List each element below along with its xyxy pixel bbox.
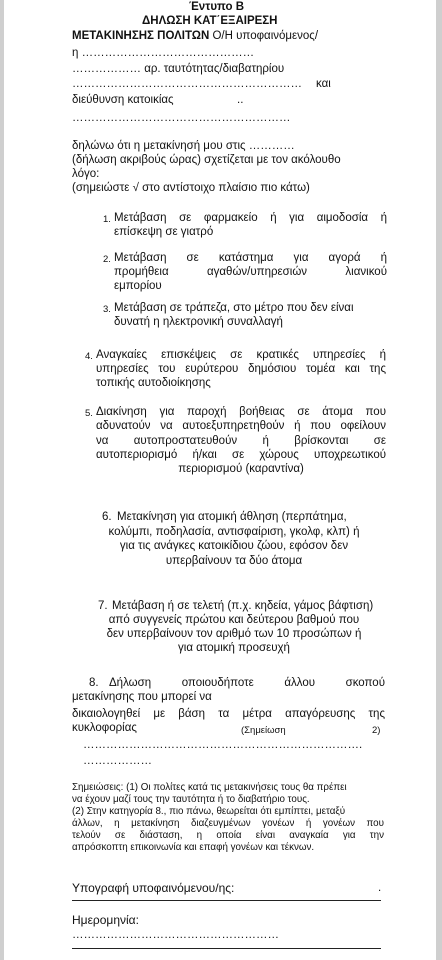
- reason-8-num: 8.: [89, 677, 99, 689]
- subtitle-rest: Ο/Η υποφαινόμενος/: [209, 30, 319, 42]
- reason-8-note-label: (Σημείωση: [241, 725, 286, 736]
- declare-line-2: (δήλωση ακριβούς ώρας) σχετίζεται με τον ακόλουθο: [72, 154, 341, 166]
- reason-5-line-4: αυτοπεριορισμό ή/και σε χώρους υποχρεωτικού: [96, 449, 386, 461]
- address-dots: ..: [237, 94, 244, 106]
- reason-6-line-4: υπερβαίνουν τα δύο άτομα: [165, 555, 303, 567]
- blank-dots: …………………………………………………: [72, 112, 291, 124]
- reason-6-line-2: κολύμπι, ποδηλασία, αντισφαίριση, γκολφ, κλπ) ή: [108, 526, 360, 538]
- reason-4-line-3: τοπικής αυτοδιοίκησης: [96, 377, 211, 389]
- reason-2-line-3: εμπορίου: [114, 280, 162, 292]
- date-label: Ημερομηνία:: [72, 913, 139, 927]
- reason-4-line-1: Αναγκαίες επισκέψεις σε κρατικές υπηρεσίες ή: [96, 349, 386, 361]
- page-border-right: [436, 0, 442, 960]
- id-dots: ……………………………………………………: [72, 78, 302, 90]
- reason-6-num: 6.: [102, 511, 112, 523]
- date-line: [72, 948, 381, 949]
- reason-1-line-2: επίσκεψη σε γιατρό: [114, 226, 214, 238]
- reason-2-line-2: προμήθεια αγαθών/υπηρεσιών λιανικού: [114, 266, 387, 278]
- reason-8-line-2: μετακίνησης που μπορεί να: [72, 691, 212, 703]
- note-2-line-4: απρόσκοπτη επικοινωνία και επαφή γονέων και τέκνων.: [72, 842, 315, 853]
- reason-4-line-2: υπηρεσίες του ευρύτερου δημόσιου τομέα και της: [96, 363, 386, 375]
- reason-7-line-2: από συγγενείς πρώτου και δεύτερου βαθμού που: [108, 614, 360, 626]
- reason-8-line-4: κυκλοφορίας: [72, 722, 137, 734]
- reason-7-line-4: για ατομική προσευχή: [178, 642, 290, 654]
- note-2-line-3: τελούν σε διάσταση, η οποία είναι αναγκαία για την: [72, 830, 384, 841]
- reason-3-num: 3.: [103, 304, 111, 315]
- form-title: ΔΗΛΩΣΗ ΚΑΤ΄ΕΞΑΙΡΕΣΗ: [142, 15, 278, 27]
- reason-8-note-num: 2): [372, 725, 381, 736]
- reason-5-line-1: Διακίνηση για παροχή βοήθειας σε άτομα που: [96, 406, 386, 418]
- declare-line-3: λόγο:: [72, 168, 100, 180]
- reason-5-line-3: να αυτοπροστατευθούν ή βρίσκονται σε: [96, 435, 386, 447]
- date-dots: ………………………………………………: [72, 929, 279, 941]
- signature-line: [72, 900, 381, 901]
- reason-5-line-5: περιορισμού (καραντίνα): [178, 463, 304, 475]
- subtitle-bold: ΜΕΤΑΚΙΝΗΣΗΣ ΠΟΛΙΤΩΝ: [72, 30, 210, 42]
- reason-8-line-1: Δήλωση οποιουδήποτε άλλου σκοπού: [109, 677, 385, 689]
- address-field: διεύθυνση κατοικίας: [72, 94, 174, 106]
- reason-7-line-1: Μετάβαση ή σε τελετή (π.χ. κηδεία, γάμος βάφτιση): [112, 600, 374, 612]
- reason-8-dots-2: ………………: [83, 755, 152, 767]
- reason-6-line-3: για τις ανάγκες κατοικίδιου ζώου, εφόσον δεν: [119, 540, 349, 552]
- form-subtitle: [72, 30, 318, 43]
- check-instruction: (σημειώστε √ στο αντίστοιχο πλαίσιο πιο κάτω): [72, 182, 310, 194]
- reason-6-line-1: Μετακίνηση για ατομική άθληση (περπάτημα,: [117, 511, 347, 523]
- reason-2-num: 2.: [103, 254, 111, 265]
- page-border-left: [0, 0, 4, 960]
- note-2-line-1: (2) Στην κατηγορία 8., πιο πάνω, θεωρείται ότι εμπίπτει, μεταξύ: [72, 806, 346, 817]
- name-field: η ………………………………………: [72, 47, 255, 59]
- reason-2-line-1: Μετάβαση σε κατάστημα για αγορά ή: [114, 252, 387, 264]
- note-1-line-1: Σημειώσεις: (1) Οι πολίτες κατά τις μετακινήσεις τους θα πρέπει: [72, 782, 347, 793]
- reason-5-line-2: αδυνατούν να αυτοεξυπηρετηθούν ή που οφείλουν: [96, 420, 386, 432]
- signature-end-dot: .: [378, 882, 382, 894]
- reason-3-line-1: Μετάβαση σε τράπεζα, στο μέτρο που δεν είναι: [114, 302, 354, 314]
- reason-4-num: 4.: [85, 351, 93, 362]
- and-label: και: [316, 78, 331, 90]
- note-2-line-2: άλλων, η μετακίνηση διαζευγμένων γονέων ή γονέων που: [72, 818, 384, 829]
- reason-8-line-3: δικαιολογηθεί με βάση τα μέτρα απαγόρευσης της: [72, 708, 385, 720]
- signature-label: Υπογραφή υποφαινόμενου/ης:: [72, 881, 235, 895]
- id-field: ……………… αρ. ταυτότητας/διαβατηρίου: [72, 63, 285, 75]
- reason-1-line-1: Μετάβαση σε φαρμακείο ή για αιμοδοσία ή: [114, 212, 387, 224]
- reason-7-line-3: δεν υπερβαίνουν τον αριθμό των 10 προσώπων ή: [106, 628, 362, 640]
- reason-8-dots-1: ……………………………………………………………….: [83, 739, 363, 751]
- reason-7-num: 7.: [98, 600, 108, 612]
- declare-line-1: δηλώνω ότι η μετακίνησή μου στις …………: [72, 140, 295, 152]
- note-1-line-2: να έχουν μαζί τους την ταυτότητα ή το διαβατήριο τους.: [72, 794, 310, 805]
- reason-5-num: 5.: [85, 408, 93, 419]
- form-label: Έντυπο Β: [189, 1, 245, 13]
- reason-1-num: 1.: [103, 214, 111, 225]
- reason-3-line-2: δυνατή η ηλεκτρονική συναλλαγή: [114, 316, 283, 328]
